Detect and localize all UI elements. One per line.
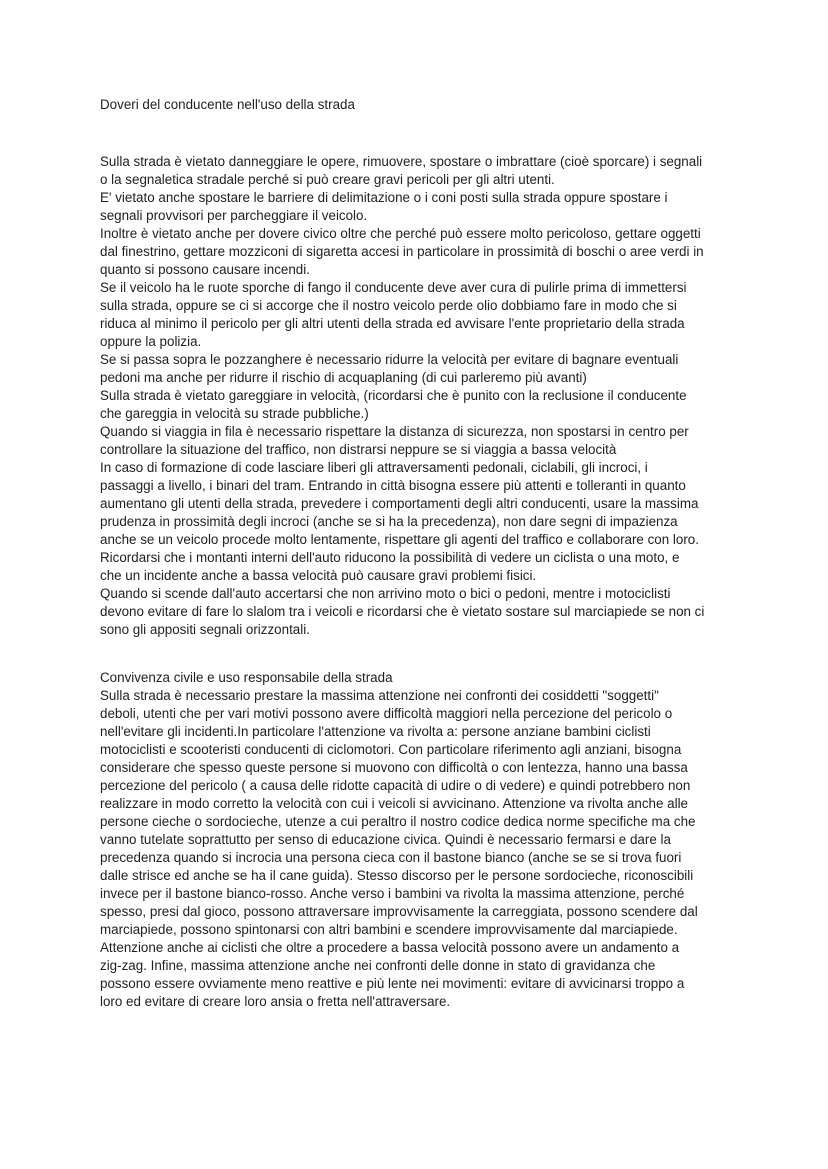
paragraph-line: dalle strisce ed anche se ha il cane guida). Stesso discorso per le persone sordocieche, riconoscibili <box>100 868 694 883</box>
title-line: Doveri del conducente nell'uso della strada <box>100 97 355 112</box>
paragraph-line: dal finestrino, gettare mozziconi di sigaretta accesi in particolare in prossimità di boschi o aree verdi in <box>100 244 704 259</box>
paragraph-line: marciapiede, possono spintonarsi con altri bambini e scendere improvvisamente dal marciapiede. <box>100 922 678 937</box>
paragraph-line: zig-zag. Infine, massima attenzione anche nei confronti delle donne in stato di gravidanza che <box>100 958 656 973</box>
paragraph-line: considerare che spesso queste persone si muovono con difficoltà o con lentezza, hanno una bassa <box>100 760 688 775</box>
paragraph-line: oppure la polizia. <box>100 334 202 349</box>
paragraph-line: o la segnaletica stradale perché si può creare gravi pericoli per gli altri utenti. <box>100 172 555 187</box>
paragraph-line: spesso, presi dal gioco, possono attraversare improvvisamente la carreggiata, possono scendere dal <box>100 904 698 919</box>
paragraph-line: devono evitare di fare lo slalom tra i veicoli e ricordarsi che è vietato sostare sul marciapiede se non ci <box>100 604 705 619</box>
paragraph-line: loro ed evitare di creare loro ansia o fretta nell'attraversare. <box>100 994 451 1009</box>
paragraph-line: controllare la situazione del traffico, non distrarsi neppure se si viaggia a bassa velocità <box>100 442 617 457</box>
paragraph-line: E' vietato anche spostare le barriere di delimitazione o i coni posti sulla strada oppure spostare i <box>100 190 668 205</box>
paragraph-line: riduca al minimo il pericolo per gli altri utenti della strada ed avvisare l'ente proprietario della strada <box>100 316 685 331</box>
paragraph-line: che un incidente anche a bassa velocità può causare gravi problemi fisici. <box>100 568 537 583</box>
paragraph-line: Se il veicolo ha le ruote sporche di fango il conducente deve aver cura di pulirle prima di immettersi <box>100 280 687 295</box>
paragraph-line: Se si passa sopra le pozzanghere è necessario ridurre la velocità per evitare di bagnare eventuali <box>100 352 679 367</box>
paragraph-line: Inoltre è vietato anche per dovere civico oltre che perché può essere molto pericoloso, gettare oggetti <box>100 226 701 241</box>
document-title <box>100 96 740 114</box>
paragraph-line: che gareggia in velocità su strade pubbliche.) <box>100 406 369 421</box>
paragraph-line: vanno tutelate soprattutto per senso di educazione civica. Quindi è necessario fermarsi e dare la <box>100 832 671 847</box>
paragraph-line: deboli, utenti che per vari motivi possono avere difficoltà maggiori nella percezione del pericolo o <box>100 706 673 721</box>
paragraph-line: Sulla strada è vietato gareggiare in velocità, (ricordarsi che è punito con la reclusione il conducente <box>100 388 687 403</box>
section-civil-coexistence <box>100 669 740 1011</box>
paragraph-line: segnali provvisori per parcheggiare il veicolo. <box>100 208 368 223</box>
paragraph-line: passaggi a livello, i binari del tram. Entrando in città bisogna essere più attenti e tolleranti in quanto <box>100 478 686 493</box>
paragraph-line: Sulla strada è necessario prestare la massima attenzione nei confronti dei cosiddetti "soggetti" <box>100 688 659 703</box>
paragraph-line: quanto si possono causare incendi. <box>100 262 310 277</box>
paragraph-line: sono gli appositi segnali orizzontali. <box>100 622 310 637</box>
paragraph-line: prudenza in prossimità degli incroci (anche se si ha la precedenza), non dare segni di impazienza <box>100 514 678 529</box>
paragraph-line: Ricordarsi che i montanti interni dell'auto riducono la possibilità di vedere un ciclista o una moto, e <box>100 550 680 565</box>
paragraph-line: pedoni ma anche per ridurre il rischio di acquaplaning (di cui parleremo più avanti) <box>100 370 587 385</box>
paragraph-line: anche se un veicolo procede molto lentamente, rispettare gli agenti del traffico e collaborare con loro. <box>100 532 699 547</box>
paragraph-line: persone cieche o sordocieche, utenze a cui peraltro il nostro codice dedica norme specifiche ma che <box>100 814 696 829</box>
paragraph-line: aumentano gli utenti della strada, prevedere i comportamenti degli altri conducenti, usare la massima <box>100 496 699 511</box>
paragraph-line: Quando si viaggia in fila è necessario rispettare la distanza di sicurezza, non spostarsi in centro per <box>100 424 689 439</box>
paragraph-line: In caso di formazione di code lasciare liberi gli attraversamenti pedonali, ciclabili, gli incroci, i <box>100 460 648 475</box>
paragraph-line: realizzare in modo corretto la velocità con cui i veicoli si avvicinano. Attenzione va rivolta anche alle <box>100 796 688 811</box>
paragraph-line: percezione del pericolo ( a causa delle ridotte capacità di udire o di vedere) e quindi potrebbero non <box>100 778 691 793</box>
paragraph-line: Quando si scende dall'auto accertarsi che non arrivino moto o bici o pedoni, mentre i motociclisti <box>100 586 671 601</box>
paragraph-line: Sulla strada è vietato danneggiare le opere, rimuovere, spostare o imbrattare (cioè sporcare) i segnali <box>100 154 703 169</box>
paragraph-line: motociclisti e scooteristi conducenti di ciclomotori. Con particolare riferimento agli anziani, bisogna <box>100 742 682 757</box>
paragraph-line: invece per il bastone bianco-rosso. Anche verso i bambini va rivolta la massima attenzione, perché <box>100 886 685 901</box>
paragraph-line: sulla strada, oppure se ci si accorge che il nostro veicolo perde olio dobbiamo fare in modo che si <box>100 298 677 313</box>
paragraph-line: possono essere ovviamente meno reattive e più lente nei movimenti: evitare di avvicinarsi troppo a <box>100 976 685 991</box>
paragraph-line: nell'evitare gli incidenti.In particolare l'attenzione va rivolta a: persone anziane bambini ciclisti <box>100 724 651 739</box>
paragraph-line: precedenza quando si incrocia una persona cieca con il bastone bianco (anche se se si trova fuori <box>100 850 682 865</box>
section-driver-duties <box>100 153 740 639</box>
paragraph-line: Attenzione anche ai ciclisti che oltre a procedere a bassa velocità possono avere un andamento a <box>100 940 680 955</box>
paragraph-line: Convivenza civile e uso responsabile della strada <box>100 670 393 685</box>
